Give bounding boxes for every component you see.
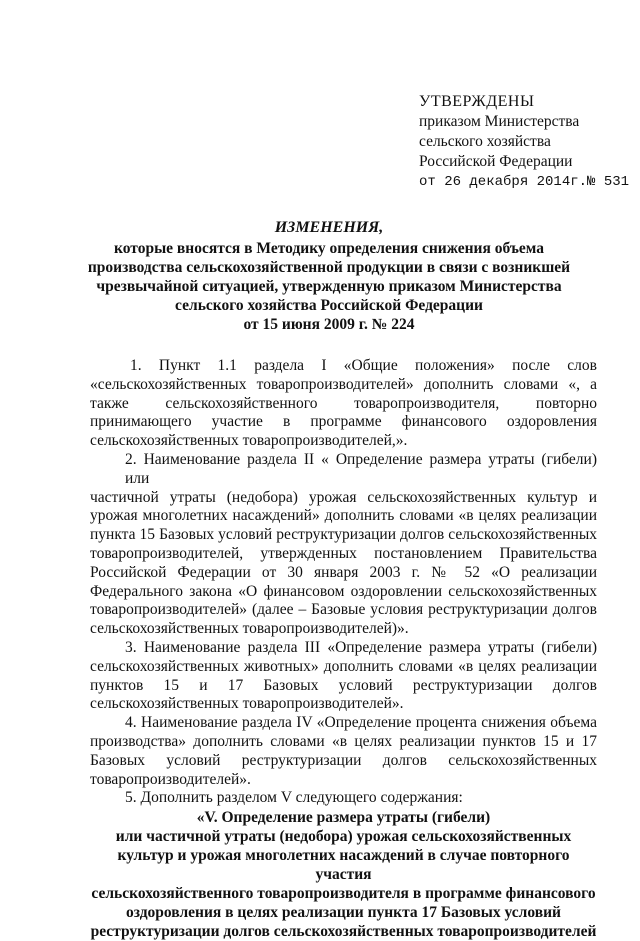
title-line: от 15 июня 2009 г. № 224 xyxy=(243,316,415,333)
section-v-heading xyxy=(90,808,597,941)
paragraph-1 xyxy=(90,357,597,451)
paragraph-4 xyxy=(90,714,597,789)
section-line: «V. Определение размера утраты (гибели) xyxy=(196,809,491,827)
paragraph-2 xyxy=(90,451,597,639)
section-line: сельскохозяйственного товаропроизводителя в программе финансового xyxy=(91,885,596,903)
text-line: Российской Федерации от 30 января 2003 г. № 52 «О реализации xyxy=(90,563,597,581)
approval-line: приказом Министерства xyxy=(419,113,580,130)
paragraph-3 xyxy=(90,639,597,714)
text-line: 3. Наименование раздела III «Определение размера утраты (гибели) xyxy=(125,638,597,656)
text-line: товаропроизводителей» (далее – Базовые условия реструктуризации долгов xyxy=(90,601,597,619)
text-line: сельскохозяйственных животных» дополнить словами «в целях реализации xyxy=(90,657,597,675)
approval-heading: УТВЕРЖДЕНЫ xyxy=(419,93,535,110)
paragraph-5 xyxy=(90,789,597,808)
text-line: сельскохозяйственных товаропроизводителей». xyxy=(90,695,404,713)
text-line: «сельскохозяйственных товаропроизводителей» дополнить словами «, а xyxy=(90,375,597,393)
document-body xyxy=(90,357,597,941)
text-line: сельскохозяйственных товаропроизводителей)». xyxy=(90,620,409,638)
text-line: 2. Наименование раздела II « Определение размера утраты (гибели) или xyxy=(125,450,597,487)
approval-stamp xyxy=(419,92,629,192)
title-line: производства сельскохозяйственной продукции в связи с возникшей xyxy=(87,259,571,276)
text-line: 4. Наименование раздела IV «Определение процента снижения объема xyxy=(125,714,597,732)
section-line: реструктуризации долгов сельскохозяйственных товаропроизводителей xyxy=(90,923,597,941)
text-line: производства» дополнить словами «в целях реализации пунктов 15 и 17 xyxy=(90,732,597,750)
text-line: Базовых условий реструктуризации долгов сельскохозяйственных xyxy=(90,751,597,769)
text-line: урожая многолетних насаждений» дополнить словами «в целях реализации xyxy=(90,507,597,525)
document-title xyxy=(78,218,580,334)
title-line: чрезвычайной ситуацией, утвержденную приказом Министерства xyxy=(96,278,562,295)
title-line: сельского хозяйства Российской Федерации xyxy=(175,297,483,314)
text-line: принимающего участие в программе финансового оздоровления xyxy=(90,413,597,431)
section-line: культур и урожая многолетних насаждений в случае повторного участия xyxy=(117,847,570,884)
text-line: 5. Дополнить разделом V следующего содержания: xyxy=(125,789,463,807)
text-line: сельскохозяйственных товаропроизводителей,». xyxy=(90,432,408,450)
section-line: оздоровления в целях реализации пункта 17 Базовых условий xyxy=(126,904,561,922)
text-line: также сельскохозяйственного товаропроизводителя, повторно xyxy=(90,394,597,412)
text-line: пунктов 15 и 17 Базовых условий реструктуризации долгов xyxy=(90,676,597,694)
title-line: которые вносятся в Методику определения снижения объема xyxy=(114,240,544,257)
text-line: товаропроизводителей, утвержденных постановлением Правительства xyxy=(90,544,597,562)
approval-date-number: от 26 декабря 2014г.№ 531 xyxy=(419,174,630,190)
text-line: товаропроизводителей». xyxy=(90,770,251,788)
text-line: 1. Пункт 1.1 раздела I «Общие положения» после слов xyxy=(130,357,597,374)
title-main: ИЗМЕНЕНИЯ, xyxy=(274,219,384,236)
text-line: Федерального закона «О финансовом оздоровлении сельскохозяйственных xyxy=(90,582,597,600)
section-line: или частичной утраты (недобора) урожая сельскохозяйственных xyxy=(115,828,572,846)
text-line: частичной утраты (недобора) урожая сельскохозяйственных культур и xyxy=(90,488,597,506)
approval-line: Российской Федерации xyxy=(419,153,573,170)
approval-line: сельского хозяйства xyxy=(419,133,551,150)
text-line: пункта 15 Базовых условий реструктуризации долгов сельскохозяйственных xyxy=(90,526,597,544)
